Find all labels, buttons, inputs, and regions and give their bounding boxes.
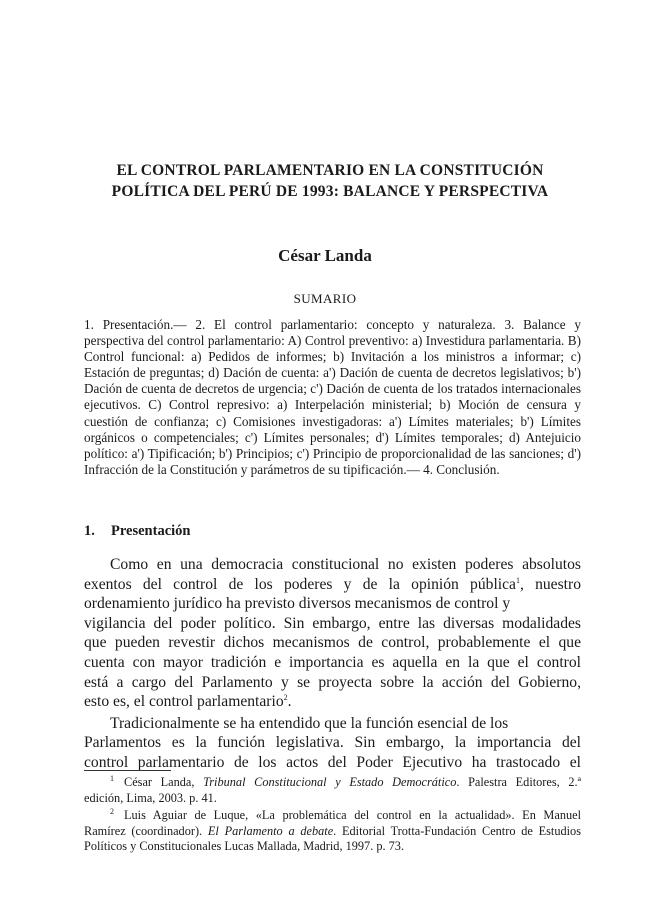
paragraph-1-line: vigilancia del poder político. Sin embargo, entre las diversas modalidades xyxy=(84,614,581,632)
sumario-text: 1. Presentación.— 2. El control parlamentario: concepto y naturaleza. 3. Balance y perspectiva del control parlamentario: A) Control preventivo: a) Investidura parlamentaria. B) Control funcional: a) Pedidos de informes; b) Invitación a los ministros a informar; c) Estación de preguntas; d) Dación de cuenta: a') Dación de cuenta de decretos legislativos; b') Dación de cuenta de decretos de urgencia; c') Dación de cuenta de los tratados internacionales ejecutivos. C) Control represivo: a) Interpelación ministerial; b) Moción de censura y cuestión de confianza; c) Comisiones investigadoras: a') Límites materiales; b') Límites orgánicos o competenciales; c') Límites personales; d') Límites temporales; d) Antejuicio político: a') Tipificación; b') Principios; c') Principio de proporcionalidad de las sanciones; d') Infracción de la Constitución y parámetros de su tipificación.— 4. Conclusión. xyxy=(84,317,581,477)
footnotes xyxy=(84,775,581,855)
footnote-1: $^1$ César Landa, Tribunal Constitucional y Estado Democrático. Palestra Editores, 2.ª edición, Lima, 2003. p. 41. xyxy=(84,773,581,805)
paragraph-1-line: que pueden revestir dichos mecanismos de control, probablemente el que xyxy=(84,634,581,652)
body-text xyxy=(84,555,581,773)
footnote-1-mark: 1 xyxy=(110,773,114,783)
paragraph-2-line: control parlamentario de los actos del Poder Ejecutivo ha trastocado el xyxy=(84,753,581,771)
footnote-divider xyxy=(84,770,171,771)
paragraph-2-line: Tradicionalmente se ha entendido que la función esencial de los xyxy=(110,714,509,732)
sumario-heading: SUMARIO xyxy=(293,291,357,306)
paragraph-1-line: Como en una democracia constitucional no existen poderes absolutos xyxy=(110,556,581,573)
paragraph-1-line: está a cargo del Parlamento y se proyecta sobre la acción del Gobierno, xyxy=(84,673,581,691)
footnote-2: $^2$ Luis Aguiar de Luque, «La problemática del control en la actualidad». En Manuel Ramírez (coordinador). El Parlamento a debate. Editorial Trotta-Fundación Centro de Estudios Políticos y Constitucionales Lucas Mallada, Madrid, 1997. p. 73. xyxy=(84,807,581,854)
author-name: César Landa xyxy=(278,246,372,265)
footnote-2-mark: 2 xyxy=(110,807,114,817)
title-line-2: POLÍTICA DEL PERÚ DE 1993: BALANCE Y PERSPECTIVA xyxy=(111,183,549,200)
section-heading xyxy=(84,523,190,540)
paragraph-1-line: cuenta con mayor tradición e importancia es aquella en la que el control xyxy=(84,653,581,671)
footnote-ref-1[interactable]: 1 xyxy=(515,575,520,585)
footnote-2-book-title: El Parlamento a debate xyxy=(207,823,334,838)
section-title: Presentación xyxy=(111,523,191,539)
section-number: 1. xyxy=(84,523,95,539)
paragraph-2-line: Parlamentos es la función legislativa. Sin embargo, la importancia del xyxy=(84,734,581,752)
paragraph-1-line: exentos del control de los poderes y de la opinión pública$^1$, nuestro xyxy=(84,575,581,593)
footnote-ref-2[interactable]: 2 xyxy=(283,692,288,702)
footnote-1-book-title: Tribunal Constitucional y Estado Democrático xyxy=(203,775,457,789)
paragraph-1-line: esto es, el control parlamentario$^2$. xyxy=(84,692,292,711)
title-line-1: EL CONTROL PARLAMENTARIO EN LA CONSTITUCIÓN xyxy=(116,162,544,179)
article-title xyxy=(70,160,590,202)
paragraph-1-line: ordenamiento jurídico ha previsto diversos mecanismos de control y xyxy=(84,595,511,613)
